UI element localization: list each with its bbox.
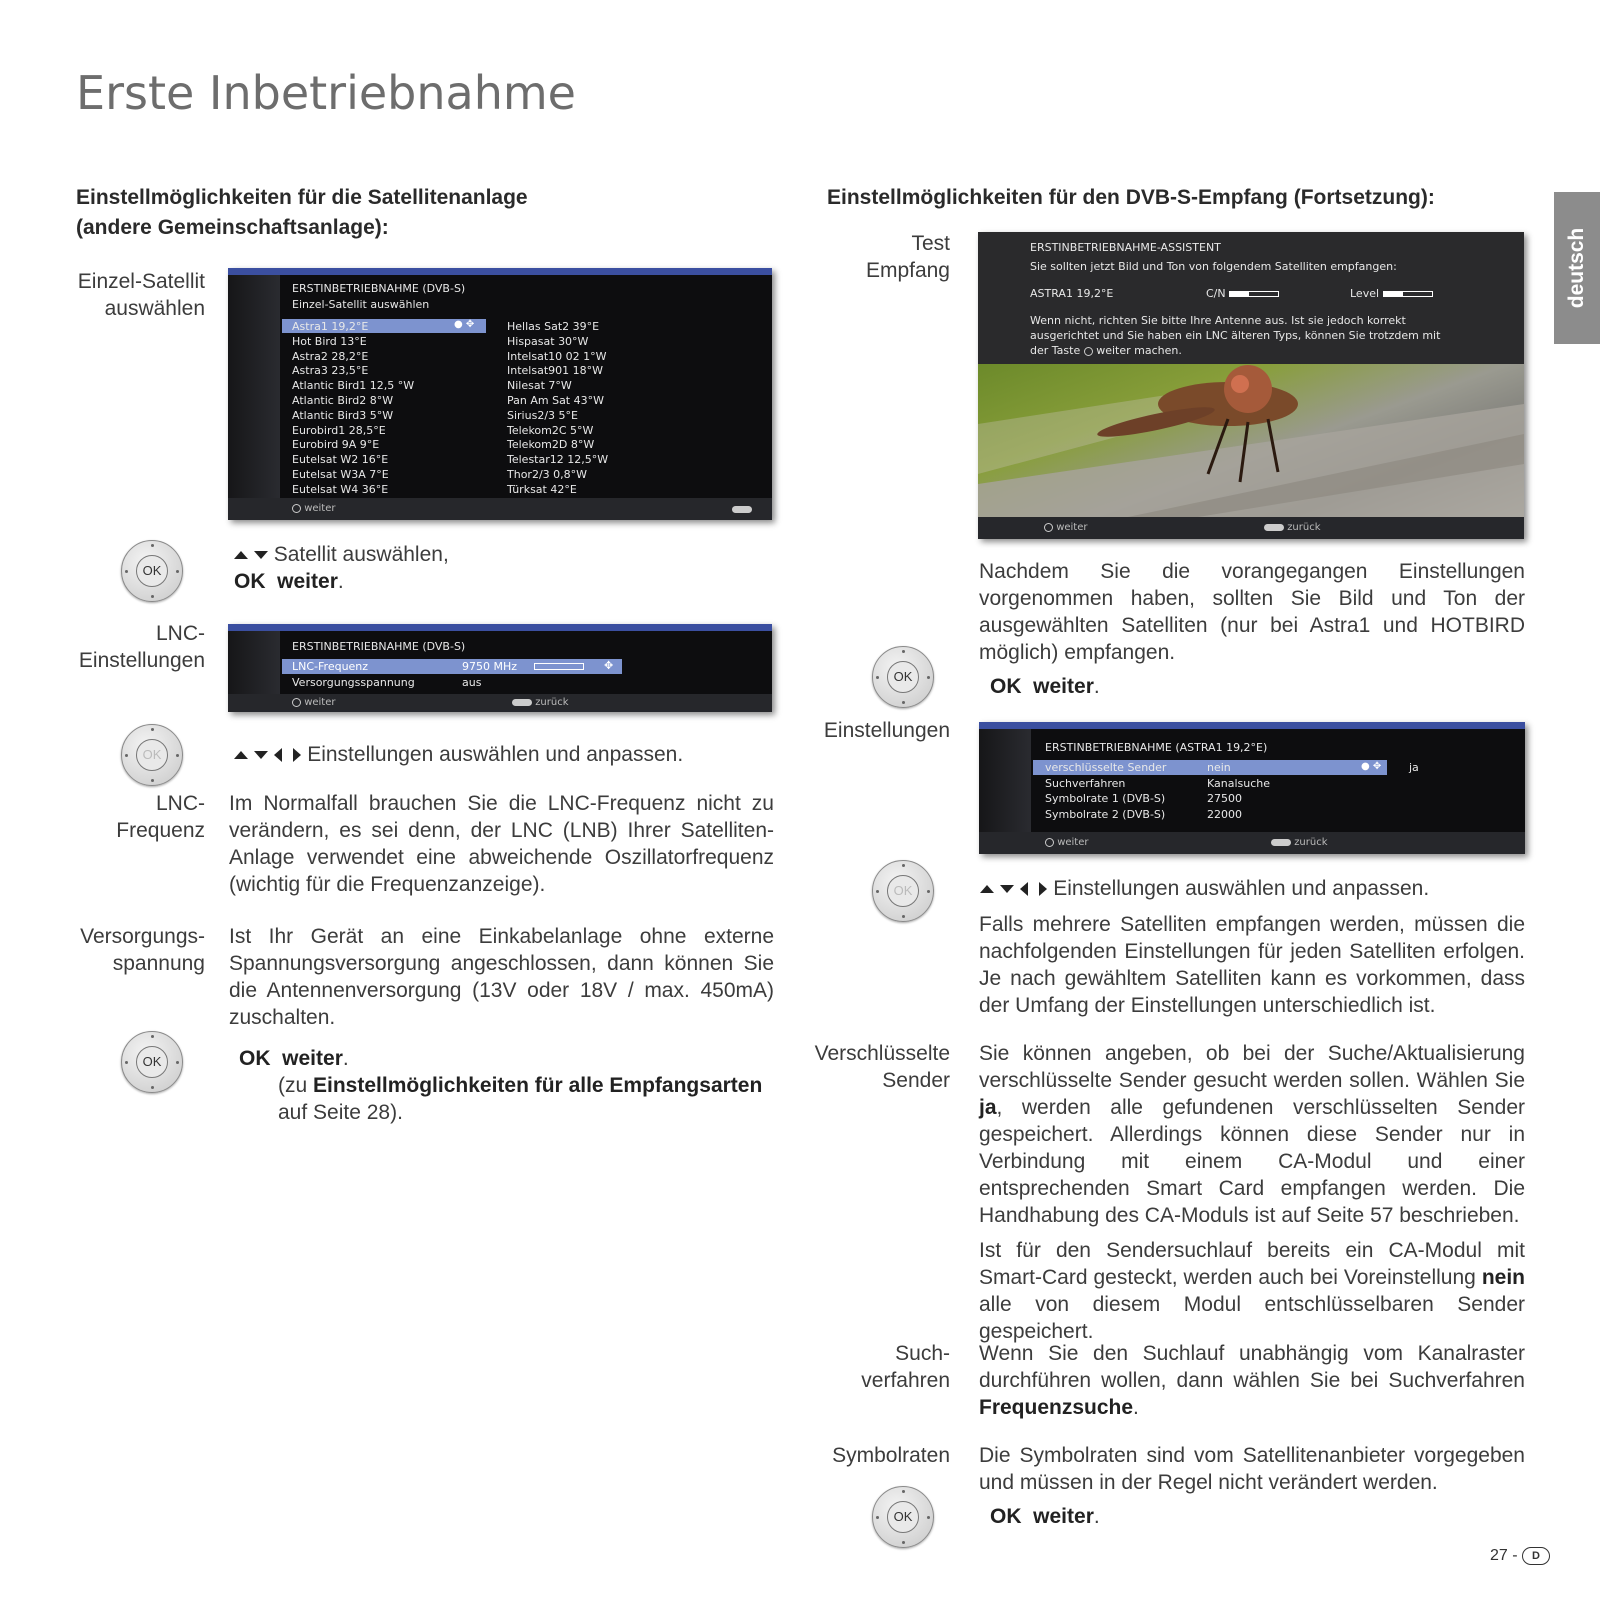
left-heading-line1: Einstellmöglichkeiten für die Satellitenanlage [76, 186, 528, 209]
satellite-item[interactable]: Hellas Sat2 39°E [507, 320, 600, 333]
satellite-item[interactable]: Atlantic Bird2 8°W [292, 394, 394, 407]
satellite-item[interactable]: Pan Am Sat 43°W [507, 394, 604, 407]
label-such-line1: Such- [895, 1342, 950, 1365]
page-language-badge: D [1522, 1547, 1550, 1565]
paragraph-lnc-frequenz: Im Normalfall brauchen Sie die LNC-Frequenz nicht zu verändern, es sei denn, der LNC (LNB) Ihrer Satelliten-Anlage verwendet eine abweichende Oszillatorfrequenz (wichtig für die Frequenzanzeige). [229, 792, 774, 896]
ca-part1: Ist für den Sendersuchlauf bereits ein CA-Modul mit Smart-Card gesteckt, werden auch bei Voreinstellung [979, 1239, 1525, 1289]
setting-label[interactable]: verschlüsselte Sender [1045, 761, 1167, 774]
ok-button-remote [872, 1486, 934, 1548]
move-icon: ✥ [604, 659, 614, 672]
lnc-frequency-row[interactable] [282, 659, 622, 674]
cn-bar [1229, 291, 1279, 297]
level-bar [1383, 291, 1433, 297]
label-lnc-einstellungen [40, 620, 205, 674]
screen-footer [228, 694, 772, 712]
ok-ring-icon [1045, 838, 1054, 847]
label-test-line2: Empfang [865, 259, 950, 282]
instruction-select-settings-right [980, 875, 1526, 902]
instruction-final-left: OK weiter. (zu Einstellmöglichkeiten für alle Empfangsarten auf Seite 28). [239, 1047, 763, 1124]
setting-value[interactable]: Kanalsuche [1207, 776, 1271, 790]
back-pill-icon [732, 504, 752, 515]
level-label: Level [1350, 287, 1380, 300]
paragraph-ca-modul [979, 1237, 1525, 1345]
arrow-down-icon [254, 551, 268, 559]
screen-title: ERSTINBETRIEBNAHME (DVB-S) [292, 282, 466, 295]
final-note-post: auf Seite 28). [278, 1101, 403, 1124]
screen-footer [978, 517, 1524, 539]
msg-line1: Wenn nicht, richten Sie bitte Ihre Antenne aus. Ist sie jedoch korrekt [1030, 314, 1406, 327]
tv-screen-satellite-list [228, 268, 772, 520]
ok-button-remote [121, 1031, 183, 1093]
ok2-label: OK [990, 1505, 1022, 1528]
label-versch-line1: Verschlüsselte [814, 1042, 950, 1065]
label-lnc-line1: LNC- [155, 622, 205, 645]
satellite-item[interactable]: Eurobird 9A 9°E [292, 438, 380, 452]
ok-button-label: OK [887, 875, 919, 907]
back-pill-icon [1264, 524, 1284, 531]
setting-label[interactable]: Symbolrate 1 (DVB-S) [1045, 792, 1166, 805]
tv-screen-lnc-settings [228, 624, 772, 712]
versch-bold: ja [979, 1096, 997, 1119]
setting-label[interactable]: Suchverfahren [1045, 776, 1126, 790]
back-pill-icon [512, 699, 532, 706]
label-lnc-line2: Einstellungen [78, 649, 205, 672]
supply-voltage-value[interactable]: aus [462, 676, 482, 689]
screen-title: ERSTINBETRIEBNAHME-ASSISTENT [1030, 241, 1221, 254]
screen-side-panel [228, 275, 280, 520]
satellite-item[interactable]: Eutelsat W2 16°E [292, 453, 389, 467]
weiter1-label: weiter [1033, 675, 1094, 698]
label-vers-line2: spannung [112, 952, 205, 975]
paragraph-suchverfahren [979, 1340, 1525, 1421]
footer-zurueck [1264, 522, 1321, 533]
footer-weiter-label: weiter [304, 503, 336, 514]
paragraph-symbolraten: Die Symbolraten sind vom Satellitenanbieter vorgegeben und müssen in der Regel nicht verändert werden. [979, 1444, 1525, 1494]
arrow-down-icon [254, 751, 268, 759]
setting-value[interactable]: 22000 [1207, 807, 1242, 821]
msg3-a: der Taste [1030, 344, 1081, 357]
page-title: Erste Inbetriebnahme [76, 66, 576, 120]
label-lncfreq-line2: Frequenz [116, 819, 205, 842]
ca-part2: alle von diesem Modul entschlüsselbaren Sender gespeichert. [979, 1293, 1525, 1343]
ok-ring-icon [1044, 523, 1053, 532]
screen-footer [979, 832, 1525, 854]
ok-move-icon: ● ✥ [1361, 761, 1382, 772]
ok-ring-icon [1084, 347, 1093, 356]
msg-line2: ausgerichtet und Sie haben ein LNC älteren Typs, können Sie trotzdem mit [1030, 329, 1441, 342]
ok-button-label: OK [887, 661, 919, 693]
footer-weiter-label: weiter [1057, 837, 1089, 848]
tv-screen-test-reception [978, 232, 1524, 539]
footer-zurueck-label: zurück [535, 697, 569, 708]
ok-ring-icon [292, 698, 301, 707]
cn-meter [1206, 287, 1279, 300]
screen-title: ERSTINBETRIEBNAHME (DVB-S) [292, 640, 466, 653]
label-einzel-line1: Einzel-Satellit [77, 270, 205, 293]
ok1-label: OK [990, 675, 1022, 698]
footer-weiter [292, 503, 335, 514]
instr1-weiter: weiter [277, 570, 338, 593]
ok-button-label: OK [887, 1501, 919, 1533]
arrow-up-icon [980, 885, 994, 893]
final-note-bold: Einstellmöglichkeiten für alle Empfangsarten [313, 1074, 763, 1097]
label-lnc-frequenz [40, 790, 205, 844]
instr1-text: Satellit auswählen, [273, 543, 449, 566]
satellite-item[interactable]: Sirius2/3 5°E [507, 408, 578, 422]
language-tab-label: deutsch [1565, 227, 1588, 309]
arrow-right-icon [293, 748, 301, 762]
final-ok: OK [239, 1047, 271, 1070]
instruction-select-satellite: Satellit auswählen, OK weiter. [234, 543, 449, 593]
satellite-item[interactable]: Intelsat901 18°W [507, 364, 604, 378]
dragonfly-image [978, 364, 1524, 517]
language-tab [1554, 192, 1600, 344]
screen-top-bar [979, 722, 1525, 729]
satellite-item[interactable]: Telekom2C 5°W [507, 423, 594, 437]
satellite-item[interactable]: Atlantic Bird3 5°W [292, 408, 394, 422]
arrow-down-icon [1000, 885, 1014, 893]
screen-title: ERSTINBETRIEBNAHME (ASTRA1 19,2°E) [1045, 741, 1268, 754]
satellite-item[interactable]: Astra3 23,5°E [292, 364, 369, 378]
footer-weiter [292, 697, 335, 708]
footer-zurueck-label: zurück [1294, 837, 1328, 848]
footer-zurueck [512, 697, 569, 708]
arrow-up-icon [234, 751, 248, 759]
ca-bold: nein [1481, 1266, 1525, 1289]
cn-label: C/N [1206, 287, 1226, 300]
screen-top-bar [228, 624, 772, 631]
label-vers-line1: Versorgungs- [80, 925, 205, 948]
final-note-pre: (zu [278, 1074, 314, 1097]
instr1-ok: OK [234, 570, 266, 593]
satellite-item[interactable]: Astra2 28,2°E [292, 349, 369, 363]
label-einstellungen: Einstellungen [823, 719, 950, 742]
paragraph-mehrere-satelliten: Falls mehrere Satelliten empfangen werden, müssen die nachfolgenden Einstellungen für jeden Satelliten erfolgen. Je nach gewähltem Satelliten kann es vorkommen, dass der Umfang der Einstellungen unterschiedlich ist. [979, 913, 1525, 1017]
footer-weiter-label: weiter [304, 697, 336, 708]
msg-line3 [1030, 344, 1182, 357]
satellite-item[interactable]: Intelsat10 02 1°W [507, 349, 607, 363]
instr2-text: Einstellungen auswählen und anpassen. [307, 743, 684, 766]
such-part1: Wenn Sie den Suchlauf unabhängig vom Kanalraster durchführen wollen, dann wählen Sie bei Suchverfahren [979, 1342, 1525, 1392]
ok-button-label: OK [136, 1046, 168, 1078]
satellite-item[interactable]: Nilesat 7°W [507, 379, 572, 393]
msg3-b: weiter machen. [1096, 344, 1182, 357]
instruction-ok-right1: OK weiter. [990, 675, 1100, 698]
arrow-right-icon [1039, 882, 1047, 896]
back-pill-icon [1271, 839, 1291, 846]
paragraph-versorgungsspannung: Ist Ihr Gerät an eine Einkabelanlage ohne externe Spannungsversorgung angeschlossen, dann können Sie die Antennenversorgung (13V oder 18V / max. 450mA) zuschalten. [229, 925, 774, 1029]
screen-footer [228, 498, 772, 520]
navigation-button-remote [872, 860, 934, 922]
footer-weiter-label: weiter [1056, 522, 1088, 533]
right-heading: Einstellmöglichkeiten für den DVB-S-Empfang (Fortsetzung): [827, 186, 1435, 209]
ok-move-icon: ● ✥ [454, 319, 475, 330]
arrow-left-icon [1020, 882, 1028, 896]
arrow-up-icon [234, 551, 248, 559]
label-einzel-satellit [40, 268, 205, 322]
versch-part2: , werden alle gefundenen verschlüsselten Sender gespeichert. Allerdings können diese Sender nur in Verbindung mit einem CA-Modul und einer entsprechenden Smart Card empfangen werden. Die Handhabung des CA-Moduls ist auf Seite 57 beschrieben. [979, 1096, 1525, 1227]
satellite-item[interactable]: Thor2/3 0,8°W [507, 468, 588, 481]
ok-ring-icon [292, 504, 301, 513]
lnc-frequency-value: 9750 MHz [462, 660, 518, 673]
satellite-item[interactable]: Eutelsat W3A 7°E [292, 468, 389, 481]
left-heading-line2: (andere Gemeinschaftsanlage): [76, 216, 389, 239]
satellite-item[interactable]: Telestar12 12,5°W [507, 453, 609, 467]
label-versch-line2: Sender [882, 1069, 950, 1092]
tv-screen-astra-settings [979, 722, 1525, 854]
page-number [1490, 1547, 1550, 1565]
ok-button-remote [121, 540, 183, 602]
label-test-empfang [780, 230, 950, 284]
weiter2-label: weiter [1033, 1505, 1094, 1528]
supply-voltage-label[interactable]: Versorgungsspannung [292, 676, 415, 689]
screen-subtitle: Einzel-Satellit auswählen [292, 298, 430, 311]
arrow-left-icon [274, 748, 282, 762]
lnc-frequency-label: LNC-Frequenz [292, 660, 369, 673]
final-weiter: weiter [282, 1047, 343, 1070]
satellite-item[interactable]: Hot Bird 13°E [292, 334, 367, 348]
satellite-name: ASTRA1 19,2°E [1030, 287, 1114, 300]
satellite-item[interactable]: Eutelsat W4 36°E [292, 482, 389, 496]
ok-button-remote [872, 646, 934, 708]
satellite-item[interactable]: Atlantic Bird1 12,5 °W [292, 379, 415, 393]
label-einzel-line2: auswählen [104, 297, 205, 320]
such-part2: . [1133, 1396, 1139, 1419]
screen-line1: Sie sollten jetzt Bild und Ton von folgendem Satelliten empfangen: [1030, 260, 1397, 273]
label-test-line1: Test [911, 232, 950, 255]
satellite-item[interactable]: Türksat 42°E [507, 482, 577, 496]
footer-zurueck-label: zurück [1287, 522, 1321, 533]
frequency-slider[interactable] [534, 663, 584, 670]
page-number-text: 27 - [1490, 1547, 1518, 1565]
footer-zurueck [1271, 837, 1328, 848]
satellite-item[interactable]: Telekom2D 8°W [507, 438, 595, 452]
screen-top-bar [228, 268, 772, 275]
label-lncfreq-line1: LNC- [155, 792, 205, 815]
paragraph-verschluesselte-sender [979, 1040, 1525, 1229]
satellite-item[interactable]: Hispasat 30°W [507, 334, 589, 348]
such-bold: Frequenzsuche [979, 1396, 1134, 1419]
left-heading [76, 183, 528, 243]
setting-option[interactable]: ja [1409, 761, 1419, 774]
setting-value[interactable]: nein [1207, 761, 1231, 774]
footer-weiter [1044, 522, 1087, 533]
paragraph-after-test: Nachdem Sie die vorangegangen Einstellungen vorgenommen haben, sollten Sie Bild und Ton der ausgewählten Satelliten (nur bei Astra1 und HOTBIRD möglich) empfangen. [979, 560, 1525, 664]
satellite-item[interactable]: Eurobird1 28,5°E [292, 423, 386, 437]
dragonfly-illustration [978, 364, 1524, 517]
label-symbolraten: Symbolraten [832, 1444, 950, 1467]
versch-part1: Sie können angeben, ob bei der Suche/Aktualisierung verschlüsselte Sender gesucht werden sollen. Wählen Sie [979, 1042, 1525, 1092]
level-meter [1350, 287, 1433, 300]
instr3-text: Einstellungen auswählen und anpassen. [1053, 877, 1430, 900]
ok-button-label: OK [136, 739, 168, 771]
setting-value[interactable]: 27500 [1207, 792, 1242, 805]
ok-button-label: OK [136, 555, 168, 587]
label-verschluesselte-sender [780, 1040, 950, 1094]
satellite-item[interactable]: Astra1 19,2°E [292, 320, 369, 333]
footer-weiter [1045, 837, 1088, 848]
navigation-button-remote [121, 724, 183, 786]
label-versorgungsspannung [40, 923, 205, 977]
instruction-ok-right2: OK weiter. [990, 1505, 1100, 1528]
setting-label[interactable]: Symbolrate 2 (DVB-S) [1045, 807, 1166, 821]
label-such-line2: verfahren [861, 1369, 950, 1392]
instruction-select-settings [234, 741, 754, 768]
label-suchverfahren [780, 1340, 950, 1394]
